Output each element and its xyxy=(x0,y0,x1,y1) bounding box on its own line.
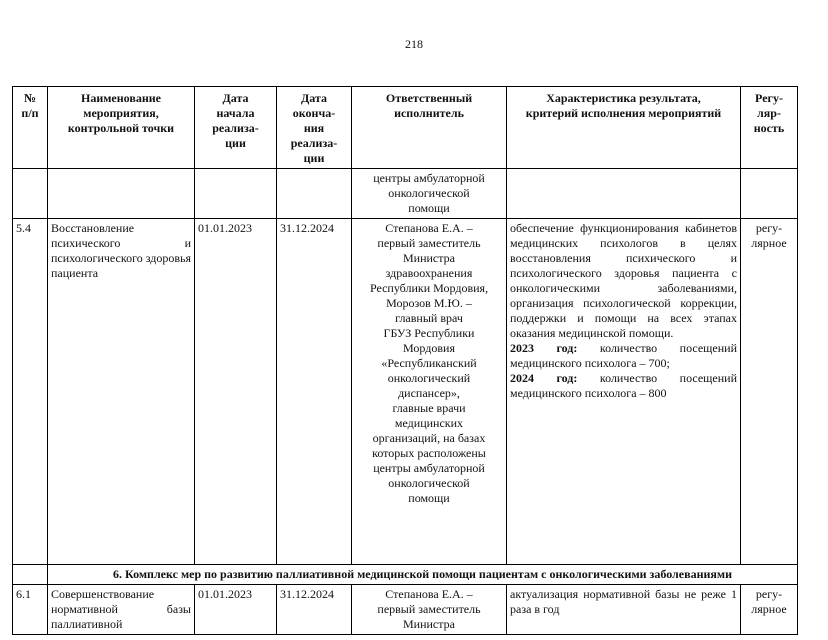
activities-table xyxy=(12,86,798,635)
cell-empty xyxy=(507,169,741,219)
cell-regularity: регу- лярное xyxy=(741,585,798,635)
cell-responsible: центры амбулаторной онкологической помощи xyxy=(352,169,507,219)
cell-empty xyxy=(195,169,277,219)
cell-empty xyxy=(48,169,195,219)
cell-empty xyxy=(13,169,48,219)
header-activity-name: Наименование мероприятия, контрольной точки xyxy=(48,87,195,169)
header-end-date: Дата оконча- ния реализа- ции xyxy=(277,87,352,169)
table-row-continuation xyxy=(13,169,798,219)
header-responsible: Ответственный исполнитель xyxy=(352,87,507,169)
table-row-5-4 xyxy=(13,219,798,565)
section-6-title: 6. Комплекс мер по развитию паллиативной медицинской помощи пациентам с онкологическими заболеваниями xyxy=(48,565,798,585)
result-2024 xyxy=(510,371,737,401)
cell-start-date: 01.01.2023 xyxy=(195,585,277,635)
cell-activity-name: Восстановление психического и психологического здоровья пациента xyxy=(48,219,195,565)
cell-result xyxy=(507,219,741,565)
header-regularity: Регу- ляр- ность xyxy=(741,87,798,169)
cell-regularity: регу- лярное xyxy=(741,219,798,565)
year-2024-label: 2024 год: xyxy=(510,371,578,385)
result-text: обеспечение функционирования кабинетов медицинских психологов в целях восстановления психического и психологического здоровья пациента с онкологическими заболеваниями, организация психологической коррекции, поддержки и помощи на всех этапах оказания медицинской помощи. xyxy=(510,221,737,340)
header-result: Характеристика результата, критерий исполнения мероприятий xyxy=(507,87,741,169)
year-2023-label: 2023 год: xyxy=(510,341,578,355)
cell-empty xyxy=(277,169,352,219)
section-row-6 xyxy=(13,565,798,585)
cell-empty xyxy=(13,565,48,585)
cell-responsible: Степанова Е.А. – первый заместитель Министра здравоохранения Республики Мордовия, Морозов М.Ю. – главный врач ГБУЗ Республики Мордовия «Республиканский онкологический диспансер», главные врачи медицинских организаций, на базах которых расположены центры амбулаторной онкологической помощи xyxy=(352,219,507,565)
header-number: № п/п xyxy=(13,87,48,169)
year-2023-text: количество посещений медицинского психолога – 700; xyxy=(510,341,738,370)
table-header-row xyxy=(13,87,798,169)
cell-number: 5.4 xyxy=(13,219,48,565)
cell-empty xyxy=(741,169,798,219)
cell-end-date: 31.12.2024 xyxy=(277,219,352,565)
cell-start-date: 01.01.2023 xyxy=(195,219,277,565)
cell-activity-name: Совершенствование нормативной базы паллиативной xyxy=(48,585,195,635)
cell-number: 6.1 xyxy=(13,585,48,635)
cell-end-date: 31.12.2024 xyxy=(277,585,352,635)
year-2024-text: количество посещений медицинского психолога – 800 xyxy=(510,371,738,400)
table-row-6-1 xyxy=(13,585,798,635)
header-start-date: Дата начала реализа- ции xyxy=(195,87,277,169)
result-2023 xyxy=(510,341,737,371)
cell-result: актуализация нормативной базы не реже 1 раза в год xyxy=(507,585,741,635)
cell-responsible: Степанова Е.А. – первый заместитель Министра xyxy=(352,585,507,635)
page-number: 218 xyxy=(405,37,423,51)
